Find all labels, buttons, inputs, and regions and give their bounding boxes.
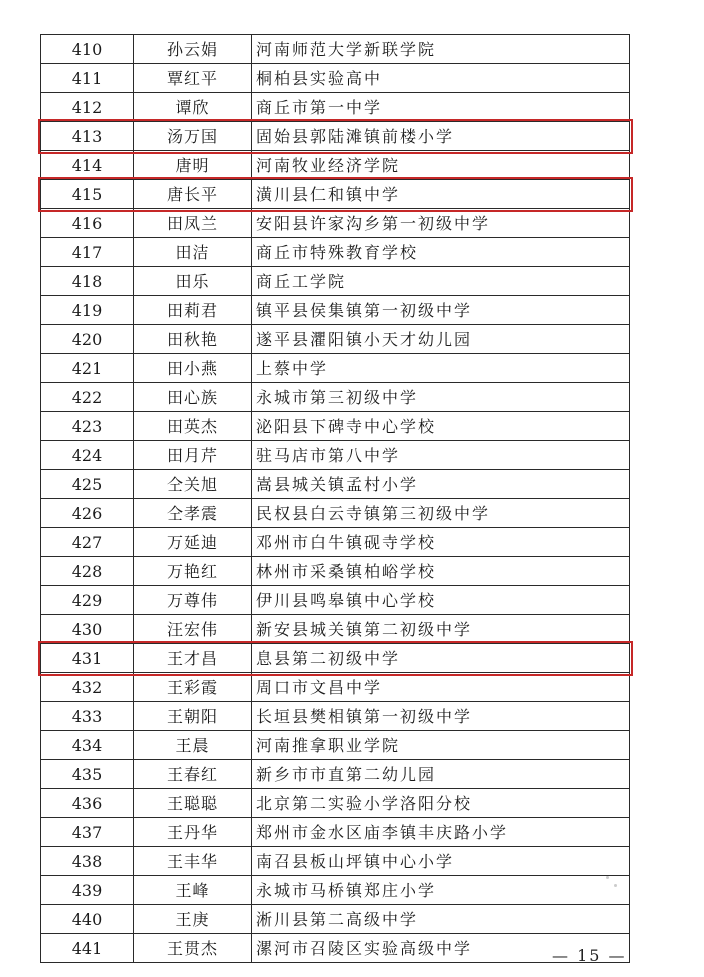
- teacher-name: 王才昌: [134, 644, 252, 673]
- teacher-name: 王丰华: [134, 847, 252, 876]
- table-row: [41, 702, 630, 731]
- school-name: 伊川县鸣皋镇中心学校: [252, 586, 630, 615]
- school-name: 新乡市市直第二幼儿园: [252, 760, 630, 789]
- row-number: 423: [41, 412, 134, 441]
- teacher-name: 孙云娟: [134, 35, 252, 64]
- school-name: 镇平县侯集镇第一初级中学: [252, 296, 630, 325]
- teacher-name: 田秋艳: [134, 325, 252, 354]
- row-number: 424: [41, 441, 134, 470]
- teacher-name: 覃红平: [134, 64, 252, 93]
- teacher-name: 田心族: [134, 383, 252, 412]
- teacher-name: 王贯杰: [134, 934, 252, 963]
- school-name: 商丘市第一中学: [252, 93, 630, 122]
- teacher-name: 仝关旭: [134, 470, 252, 499]
- table-row: [41, 760, 630, 789]
- teacher-name: 王庚: [134, 905, 252, 934]
- row-number: 416: [41, 209, 134, 238]
- teacher-name: 万延迪: [134, 528, 252, 557]
- school-name: 商丘市特殊教育学校: [252, 238, 630, 267]
- row-number: 440: [41, 905, 134, 934]
- school-name: 上蔡中学: [252, 354, 630, 383]
- teacher-name: 田小燕: [134, 354, 252, 383]
- table-row: [41, 905, 630, 934]
- row-number: 410: [41, 35, 134, 64]
- row-number: 431: [41, 644, 134, 673]
- teacher-name: 仝孝震: [134, 499, 252, 528]
- table-row: [41, 209, 630, 238]
- roster-table: [40, 34, 630, 963]
- teacher-name: 汪宏伟: [134, 615, 252, 644]
- table-row: [41, 238, 630, 267]
- table-row: [41, 35, 630, 64]
- teacher-name: 田英杰: [134, 412, 252, 441]
- row-number: 429: [41, 586, 134, 615]
- school-name: 漯河市召陵区实验高级中学: [252, 934, 630, 963]
- table-row: [41, 615, 630, 644]
- row-number: 432: [41, 673, 134, 702]
- roster-table-body: [41, 35, 630, 963]
- row-number: 415: [41, 180, 134, 209]
- row-number: 435: [41, 760, 134, 789]
- table-row: [41, 876, 630, 905]
- teacher-name: 谭欣: [134, 93, 252, 122]
- teacher-name: 王聪聪: [134, 789, 252, 818]
- school-name: 商丘工学院: [252, 267, 630, 296]
- school-name: 永城市第三初级中学: [252, 383, 630, 412]
- table-row: [41, 412, 630, 441]
- table-row: [41, 354, 630, 383]
- row-number: 414: [41, 151, 134, 180]
- row-number: 428: [41, 557, 134, 586]
- school-name: 新安县城关镇第二初级中学: [252, 615, 630, 644]
- roster-table-wrap: [40, 34, 630, 963]
- teacher-name: 唐明: [134, 151, 252, 180]
- row-number: 411: [41, 64, 134, 93]
- scan-speck: [614, 884, 617, 887]
- school-name: 嵩县城关镇孟村小学: [252, 470, 630, 499]
- row-number: 425: [41, 470, 134, 499]
- teacher-name: 田凤兰: [134, 209, 252, 238]
- teacher-name: 田月芹: [134, 441, 252, 470]
- school-name: 长垣县樊相镇第一初级中学: [252, 702, 630, 731]
- table-row: [41, 557, 630, 586]
- table-row: [41, 499, 630, 528]
- row-number: 430: [41, 615, 134, 644]
- table-row-highlighted: [41, 122, 630, 151]
- table-row-highlighted: [41, 180, 630, 209]
- teacher-name: 王晨: [134, 731, 252, 760]
- table-row: [41, 934, 630, 963]
- row-number: 418: [41, 267, 134, 296]
- school-name: 南召县板山坪镇中心小学: [252, 847, 630, 876]
- school-name: 林州市采桑镇柏峪学校: [252, 557, 630, 586]
- row-number: 422: [41, 383, 134, 412]
- teacher-name: 田乐: [134, 267, 252, 296]
- table-row: [41, 64, 630, 93]
- table-row: [41, 267, 630, 296]
- table-row: [41, 296, 630, 325]
- table-row: [41, 818, 630, 847]
- row-number: 413: [41, 122, 134, 151]
- row-number: 436: [41, 789, 134, 818]
- row-number: 426: [41, 499, 134, 528]
- table-row: [41, 586, 630, 615]
- school-name: 河南牧业经济学院: [252, 151, 630, 180]
- school-name: 民权县白云寺镇第三初级中学: [252, 499, 630, 528]
- school-name: 安阳县许家沟乡第一初级中学: [252, 209, 630, 238]
- row-number: 437: [41, 818, 134, 847]
- school-name: 固始县郭陆滩镇前楼小学: [252, 122, 630, 151]
- scan-speck: [606, 876, 609, 879]
- teacher-name: 田莉君: [134, 296, 252, 325]
- school-name: 河南师范大学新联学院: [252, 35, 630, 64]
- row-number: 438: [41, 847, 134, 876]
- teacher-name: 王春红: [134, 760, 252, 789]
- table-row: [41, 441, 630, 470]
- school-name: 泌阳县下碑寺中心学校: [252, 412, 630, 441]
- teacher-name: 王峰: [134, 876, 252, 905]
- row-number: 421: [41, 354, 134, 383]
- teacher-name: 王丹华: [134, 818, 252, 847]
- teacher-name: 汤万国: [134, 122, 252, 151]
- row-number: 412: [41, 93, 134, 122]
- school-name: 桐柏县实验高中: [252, 64, 630, 93]
- school-name: 驻马店市第八中学: [252, 441, 630, 470]
- school-name: 郑州市金水区庙李镇丰庆路小学: [252, 818, 630, 847]
- school-name: 潢川县仁和镇中学: [252, 180, 630, 209]
- school-name: 邓州市白牛镇砚寺学校: [252, 528, 630, 557]
- table-row: [41, 325, 630, 354]
- table-row: [41, 528, 630, 557]
- school-name: 周口市文昌中学: [252, 673, 630, 702]
- table-row: [41, 93, 630, 122]
- row-number: 441: [41, 934, 134, 963]
- school-name: 淅川县第二高级中学: [252, 905, 630, 934]
- school-name: 永城市马桥镇郑庄小学: [252, 876, 630, 905]
- row-number: 427: [41, 528, 134, 557]
- school-name: 遂平县灈阳镇小天才幼儿园: [252, 325, 630, 354]
- row-number: 439: [41, 876, 134, 905]
- school-name: 河南推拿职业学院: [252, 731, 630, 760]
- row-number: 433: [41, 702, 134, 731]
- teacher-name: 田洁: [134, 238, 252, 267]
- row-number: 420: [41, 325, 134, 354]
- table-row: [41, 151, 630, 180]
- table-row: [41, 383, 630, 412]
- teacher-name: 王彩霞: [134, 673, 252, 702]
- teacher-name: 唐长平: [134, 180, 252, 209]
- teacher-name: 万尊伟: [134, 586, 252, 615]
- page-number: — 15 —: [552, 946, 627, 965]
- school-name: 北京第二实验小学洛阳分校: [252, 789, 630, 818]
- table-row: [41, 470, 630, 499]
- table-row-highlighted: [41, 644, 630, 673]
- row-number: 419: [41, 296, 134, 325]
- school-name: 息县第二初级中学: [252, 644, 630, 673]
- table-row: [41, 847, 630, 876]
- table-row: [41, 673, 630, 702]
- row-number: 417: [41, 238, 134, 267]
- teacher-name: 王朝阳: [134, 702, 252, 731]
- row-number: 434: [41, 731, 134, 760]
- teacher-name: 万艳红: [134, 557, 252, 586]
- table-row: [41, 789, 630, 818]
- table-row: [41, 731, 630, 760]
